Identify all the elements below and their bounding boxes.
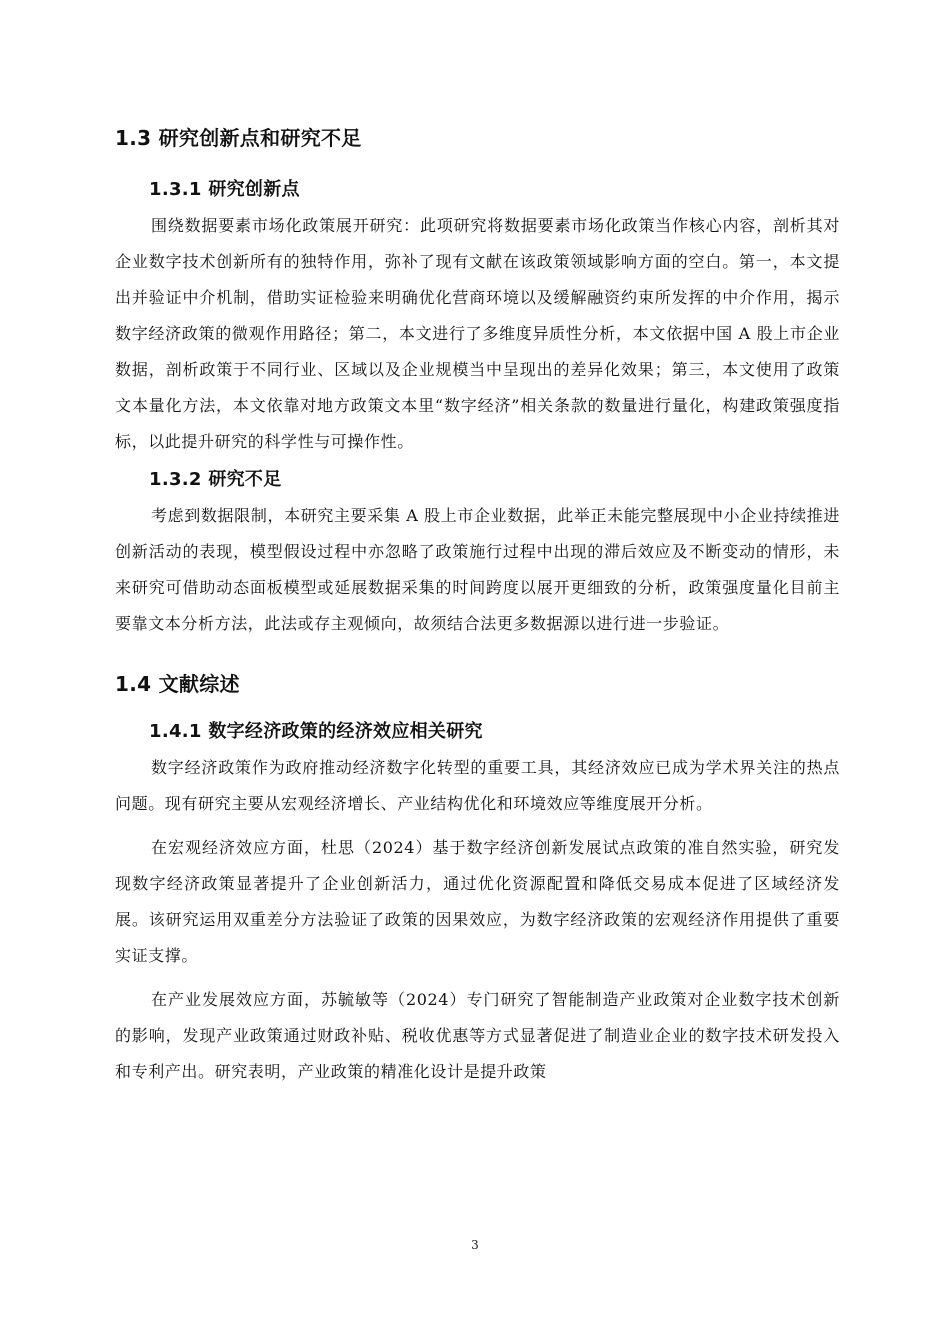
section-heading-1-3: 1.3 研究创新点和研究不足 xyxy=(115,126,362,150)
paragraph-macro-effect: 在宏观经济效应方面，杜思（2024）基于数字经济创新发展试点政策的准自然实验，研究发现数字经济政策显著提升了企业创新活力，通过优化资源配置和降低交易成本促进了区域经济发展。该研究运用双重差分方法验证了政策的因果效应，为数字经济政策的宏观经济作用提供了重要实证支撑。 xyxy=(115,838,840,965)
page-number: 3 xyxy=(471,1238,479,1252)
subsection-heading-1-4-1: 1.4.1 数字经济政策的经济效应相关研究 xyxy=(149,721,483,742)
page-content xyxy=(115,118,840,1090)
section-heading-1-4: 1.4 文献综述 xyxy=(115,672,240,696)
paragraph-literature-intro: 数字经济政策作为政府推动经济数字化转型的重要工具，其经济效应已成为学术界关注的热点问题。现有研究主要从宏观经济增长、产业结构优化和环境效应等维度展开分析。 xyxy=(115,758,840,813)
paragraph-research-limitations: 考虑到数据限制，本研究主要采集 A 股上市企业数据，此举正未能完整展现中小企业持续推进创新活动的表现，模型假设过程中亦忽略了政策施行过程中出现的滞后效应及不断变动的情形，未来研究可借助动态面板模型或延展数据采集的时间跨度以展开更细致的分析，政策强度量化目前主要靠文本分析方法，此法或存主观倾向，故须结合法更多数据源以进行进一步验证。 xyxy=(115,506,840,633)
paragraph-industry-effect: 在产业发展效应方面，苏毓敏等（2024）专门研究了智能制造产业政策对企业数字技术创新的影响，发现产业政策通过财政补贴、税收优惠等方式显著促进了制造业企业的数字技术研发投入和专利产出。研究表明，产业政策的精准化设计是提升政策 xyxy=(115,990,840,1081)
paragraph-innovation-points: 围绕数据要素市场化政策展开研究：此项研究将数据要素市场化政策当作核心内容，剖析其对企业数字技术创新所有的独特作用，弥补了现有文献在该政策领域影响方面的空白。第一，本文提出并验证中介机制，借助实证检验来明确优化营商环境以及缓解融资约束所发挥的中介作用，揭示数字经济政策的微观作用路径；第二，本文进行了多维度异质性分析，本文依据中国 A 股上市企业数据，剖析政策于不同行业、区域以及企业规模当中呈现出的差异化效果；第三，本文使用了政策文本量化方法，本文依靠对地方政策文本里“数字经济”相关条款的数量进行量化，构建政策强度指标，以此提升研究的科学性与可操作性。 xyxy=(115,216,840,451)
subsection-heading-1-3-2: 1.3.2 研究不足 xyxy=(149,469,282,490)
subsection-heading-1-3-1: 1.3.1 研究创新点 xyxy=(149,179,300,200)
